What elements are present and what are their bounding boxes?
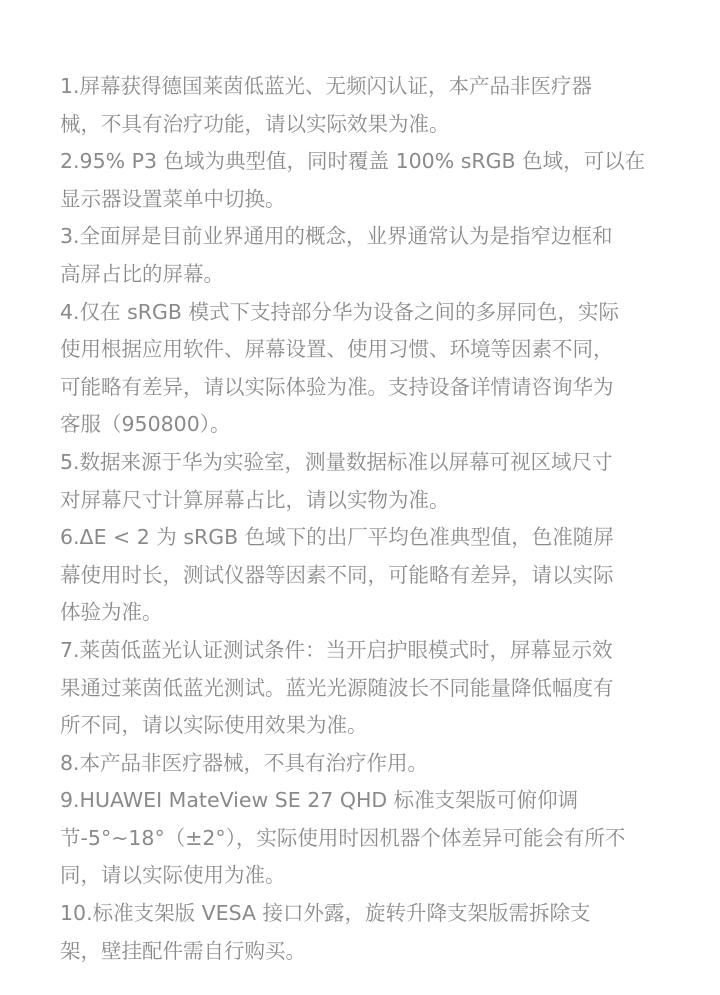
note-1-line-1: 1.屏幕获得德国莱茵低蓝光、无频闪认证，本产品非医疗器 (60, 74, 593, 98)
note-5-line-1: 5.数据来源于华为实验室，测量数据标准以屏幕可视区域尺寸 (60, 449, 613, 474)
note-2-line-1: 2.95% P3 色域为典型值，同时覆盖 100% sRGB 色域，可以在 (60, 149, 646, 174)
note-9-line-1: 9.HUAWEI MateView SE 27 QHD 标准支架版可俯仰调 (60, 788, 579, 813)
note-5 (60, 444, 665, 519)
note-4 (60, 294, 665, 444)
note-3-line-1: 3.全面屏是目前业界通用的概念，业界通常认为是指窄边框和 (60, 224, 613, 249)
disclaimer-notes-list (60, 68, 665, 970)
note-7-line-3: 所不同，请以实际使用效果为准。 (60, 713, 368, 738)
note-7-line-2: 果通过莱茵低蓝光测试。蓝光光源随波长不同能量降低幅度有 (60, 675, 614, 700)
note-6-line-1: 6.ΔE < 2 为 sRGB 色域下的出厂平均色准典型值，色准随屏 (60, 525, 614, 550)
note-4-line-2: 使用根据应用软件、屏幕设置、使用习惯、环境等因素不同， (60, 337, 614, 362)
note-4-line-3: 可能略有差异，请以实际体验为准。支持设备详情请咨询华为 (60, 374, 614, 399)
note-4-line-1: 4.仅在 sRGB 模式下支持部分华为设备之间的多屏同色，实际 (60, 299, 619, 324)
note-6-line-2: 幕使用时长，测试仪器等因素不同，可能略有差异，请以实际 (60, 562, 614, 587)
note-7-line-1: 7.莱茵低蓝光认证测试条件：当开启护眼模式时，屏幕显示效 (60, 637, 613, 662)
note-6 (60, 519, 665, 632)
note-2-line-2: 显示器设置菜单中切换。 (60, 186, 286, 211)
note-8 (60, 745, 665, 783)
note-1-line-2: 械，不具有治疗功能，请以实际效果为准。 (60, 111, 450, 136)
note-9 (60, 782, 665, 895)
note-2 (60, 143, 665, 218)
note-6-line-3: 体验为准。 (60, 600, 163, 625)
note-3 (60, 218, 665, 293)
note-10-line-1: 10.标准支架版 VESA 接口外露，旋转升降支架版需拆除支 (60, 901, 591, 926)
note-4-line-4: 客服（950800）。 (60, 412, 231, 437)
note-8-line-1: 8.本产品非医疗器械，不具有治疗作用。 (60, 750, 429, 775)
note-9-line-3: 同，请以实际使用为准。 (60, 863, 286, 888)
note-1 (60, 68, 665, 143)
note-10-line-2: 架，壁挂配件需自行购买。 (60, 938, 306, 963)
note-10 (60, 895, 665, 970)
note-9-line-2: 节-5°~18°（±2°），实际使用时因机器个体差异可能会有所不 (60, 825, 626, 850)
note-5-line-2: 对屏幕尺寸计算屏幕占比，请以实物为准。 (60, 487, 450, 512)
note-3-line-2: 高屏占比的屏幕。 (60, 261, 224, 286)
note-7 (60, 632, 665, 745)
